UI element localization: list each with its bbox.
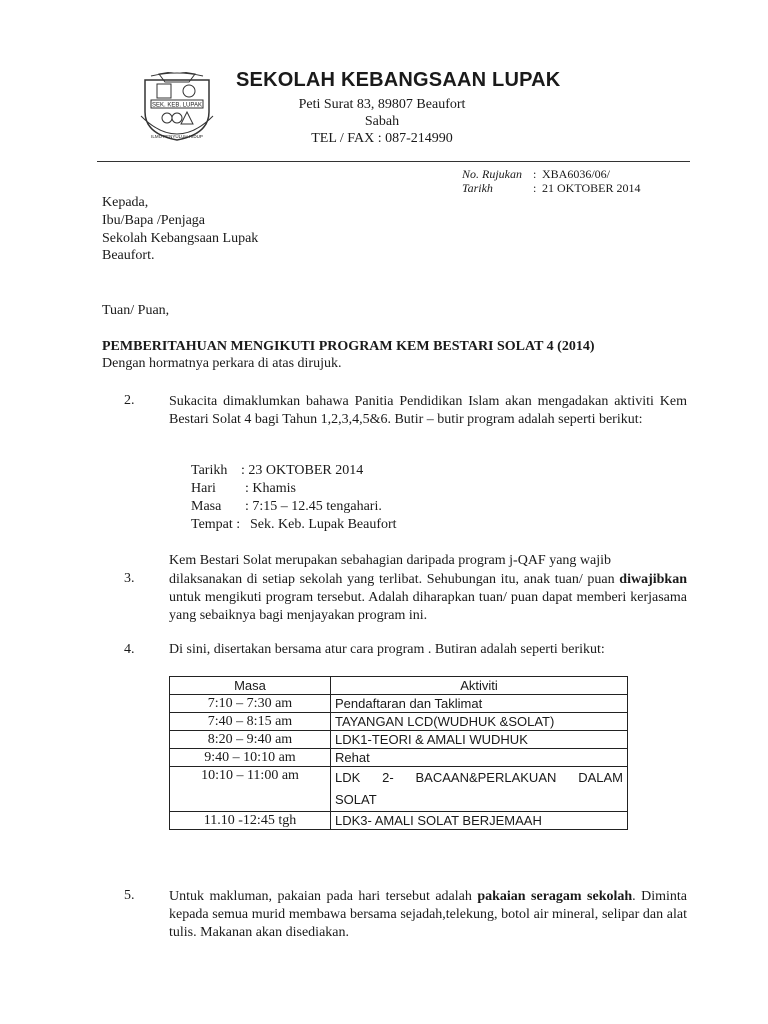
schedule-table: [169, 676, 628, 830]
recipient-line-2: Ibu/Bapa /Penjaga: [102, 213, 206, 228]
date-label: Tarikh: [462, 181, 493, 195]
table-row: [170, 749, 628, 767]
address-line-2: Sabah: [364, 114, 400, 129]
school-name: SEKOLAH KEBANGSAAN LUPAK: [236, 69, 561, 91]
row-activity-line-1: LDK 2- BACAAN&PERLAKUAN DALAM: [335, 770, 623, 785]
para5-bold: pakaian seragam sekolah: [477, 889, 633, 904]
salutation: Tuan/ Puan,: [102, 303, 170, 318]
table-row: [170, 767, 628, 812]
para4-number: 4.: [124, 642, 135, 657]
opening-line: Dengan hormatnya perkara di atas dirujuk.: [102, 356, 342, 371]
para5-number: 5.: [124, 888, 135, 903]
row-time: 7:10 – 7:30 am: [170, 695, 331, 713]
para3-line-1: Kem Bestari Solat merupakan sebahagian daripada program j-QAF yang wajib: [169, 553, 612, 568]
table-row: [170, 713, 628, 731]
row-activity-line-2: SOLAT: [335, 792, 377, 807]
ref-label: No. Rujukan: [462, 167, 522, 181]
row-activity: [331, 767, 628, 812]
row-activity: LDK1-TEORI & AMALI WUDHUK: [331, 731, 628, 749]
table-row: [170, 812, 628, 830]
logo-motto: ILMU PENYULUH HIDUP: [151, 134, 203, 139]
para3-bold: diwajibkan: [619, 572, 687, 587]
detail-time-value: : 7:15 – 12.45 tengahari.: [245, 499, 382, 514]
row-time: 7:40 – 8:15 am: [170, 713, 331, 731]
detail-place-value: Sek. Keb. Lupak Beaufort: [250, 517, 397, 532]
detail-place-label: Tempat :: [191, 517, 241, 532]
detail-day-label: Hari: [191, 481, 216, 496]
table-header-row: [170, 677, 628, 695]
school-logo: [137, 72, 217, 144]
row-time: 10:10 – 11:00 am: [170, 767, 331, 812]
row-activity: Rehat: [331, 749, 628, 767]
para4-text: Di sini, disertakan bersama atur cara program . Butiran adalah seperti berikut:: [169, 642, 605, 657]
recipient-line-4: Beaufort.: [102, 248, 155, 263]
detail-day-value: : Khamis: [245, 481, 296, 496]
row-activity: Pendaftaran dan Taklimat: [331, 695, 628, 713]
logo-text: SEK. KEB. LUPAK: [152, 102, 202, 109]
date-colon: :: [533, 181, 537, 195]
row-time: 9:40 – 10:10 am: [170, 749, 331, 767]
row-activity: TAYANGAN LCD(WUDHUK &SOLAT): [331, 713, 628, 731]
para2-number: 2.: [124, 393, 135, 408]
recipient-line-3: Sekolah Kebangsaan Lupak: [102, 231, 259, 246]
table-row: [170, 695, 628, 713]
header-divider: [97, 161, 690, 162]
row-activity: LDK3- AMALI SOLAT BERJEMAAH: [331, 812, 628, 830]
header-masa: Masa: [170, 677, 331, 695]
letter-date: 21 OKTOBER 2014: [542, 181, 641, 195]
detail-date-label: Tarikh: [191, 463, 228, 478]
row-time: 11.10 -12:45 tgh: [170, 812, 331, 830]
detail-date-value: : 23 OKTOBER 2014: [241, 463, 364, 478]
para3-number: 3.: [124, 571, 135, 586]
header-aktiviti: Aktiviti: [331, 677, 628, 695]
detail-time-label: Masa: [191, 499, 222, 514]
row-time: 8:20 – 9:40 am: [170, 731, 331, 749]
recipient-line-1: Kepada,: [102, 195, 149, 210]
tel-fax: TEL / FAX : 087-214990: [311, 131, 453, 146]
subject: PEMBERITAHUAN MENGIKUTI PROGRAM KEM BESTARI SOLAT 4 (2014): [102, 339, 595, 354]
para2-text: Sukacita dimaklumkan bahawa Panitia Pendidikan Islam akan mengadakan aktiviti Kem Bestari Solat 4 bagi Tahun 1,2,3,4,5&6. Butir – butir program adalah seperti berikut:: [169, 394, 687, 427]
table-row: [170, 731, 628, 749]
ref-colon: :: [533, 167, 537, 181]
para5-text: Untuk makluman, pakaian pada hari tersebut adalah pakaian seragam sekolah. Diminta kepada semua murid membawa bersama sejadah,telekung, botol air mineral, selipar dan alat tulis. Makanan akan disediakan.: [169, 889, 688, 940]
para3-text: dilaksanakan di setiap sekolah yang terlibat. Sehubungan itu, anak tuan/ puan diwajibkan untuk mengikuti program tersebut. Adalah diharapkan tuan/ puan dapat memberi kerjasama yang sebaiknya bagi menjayakan program ini.: [169, 572, 687, 623]
address-line-1: Peti Surat 83, 89807 Beaufort: [298, 97, 466, 112]
ref-value: XBA6036/06/: [542, 167, 611, 181]
